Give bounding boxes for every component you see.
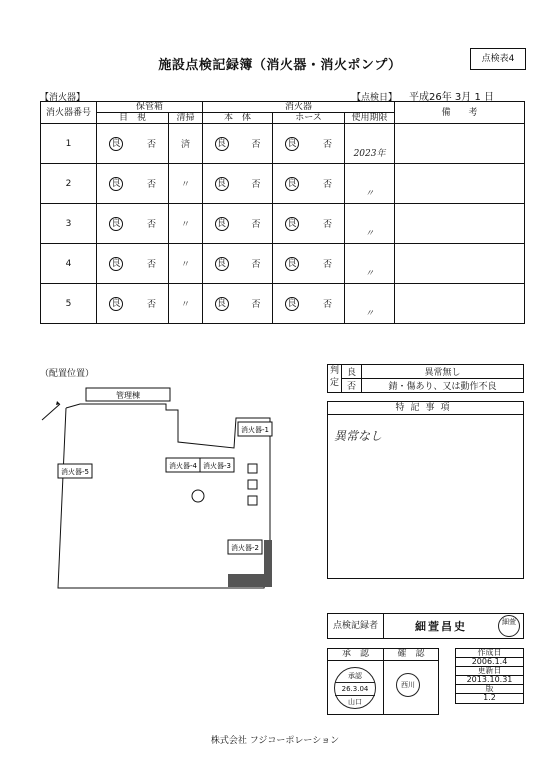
hose-bad: 否 [322, 180, 332, 190]
row-notes [395, 244, 525, 284]
hose-bad: 否 [322, 140, 332, 150]
col-number: 消火器番号 [41, 102, 97, 124]
judge-bad: 否 [342, 379, 362, 393]
hose-bad: 否 [322, 300, 332, 310]
approve-stamp-date: 26.3.04 [335, 682, 375, 696]
body-good: 良 [215, 257, 229, 271]
col-hose: ホース [273, 113, 345, 124]
hose-good: 良 [285, 297, 299, 311]
body-bad: 否 [251, 220, 261, 230]
row-number: 3 [41, 204, 97, 244]
col-visual: 目 視 [97, 113, 169, 124]
cleaning-mark: 〃 [169, 204, 203, 244]
approve-stamp [334, 667, 376, 709]
visual-good: 良 [109, 217, 123, 231]
marker-label: 消火器-5 [61, 468, 89, 476]
remarks-handwritten: 異常なし [334, 429, 383, 443]
remarks-box [327, 401, 524, 579]
body-bad: 否 [251, 140, 261, 150]
judge-head: 判 定 [330, 366, 349, 388]
visual-bad: 否 [146, 300, 156, 310]
expiry-value: 2023年 [345, 124, 395, 164]
visual-bad: 否 [146, 180, 156, 190]
group-storage: 保管箱 [97, 102, 203, 113]
row-number: 1 [41, 124, 97, 164]
north-arrow-icon [42, 401, 60, 420]
body-good: 良 [215, 137, 229, 151]
approve-stamp-top: 承認 [348, 672, 362, 680]
col-notes: 備 考 [395, 102, 525, 124]
expiry-value: 〃 [345, 244, 395, 284]
cleaning-mark: 済 [169, 124, 203, 164]
table-row [41, 284, 525, 324]
row-number: 5 [41, 284, 97, 324]
cleaning-mark: 〃 [169, 244, 203, 284]
form-number: 点検表4 [470, 48, 526, 70]
table-row [41, 124, 525, 164]
approve-stamp-name: 山口 [348, 698, 362, 706]
visual-bad: 否 [146, 140, 156, 150]
expiry-value: 〃 [345, 164, 395, 204]
row-number: 2 [41, 164, 97, 204]
row-notes [395, 284, 525, 324]
visual-bad: 否 [146, 220, 156, 230]
approve-label: 承 認 [328, 649, 384, 660]
cleaning-mark: 〃 [169, 164, 203, 204]
judge-good-text: 異常無し [362, 365, 524, 379]
building-label: 管理棟 [116, 391, 140, 400]
table-row [41, 244, 525, 284]
version-number: 1.2 [483, 693, 496, 702]
visual-good: 良 [109, 137, 123, 151]
inspector-label: 点検記録者 [328, 614, 384, 638]
table-row [41, 204, 525, 244]
updated-label: 更新日 [456, 667, 523, 676]
hose-good: 良 [285, 257, 299, 271]
expiry-value: 〃 [345, 204, 395, 244]
created-label: 作成日 [456, 649, 523, 658]
marker-label: 消火器-1 [241, 426, 269, 434]
col-expiry: 使用期限 [345, 113, 395, 124]
col-cleaning: 清掃 [169, 113, 203, 124]
inspector-box [327, 613, 524, 639]
version-label: 版 [456, 685, 523, 694]
layout-label: （配置位置） [40, 369, 95, 379]
cleaning-mark: 〃 [169, 284, 203, 324]
row-notes [395, 164, 525, 204]
inspector-seal: 細萱 [498, 615, 520, 637]
remarks-head: 特記事項 [328, 402, 523, 415]
history-box [455, 648, 524, 704]
visual-good: 良 [109, 257, 123, 271]
created-date: 2006.1.4 [456, 658, 523, 667]
group-extinguisher: 消火器 [203, 102, 395, 113]
inspection-date-label: 【点検日】 [352, 93, 398, 103]
marker-label: 消火器-2 [231, 544, 259, 552]
company-footer: 株式会社 フジコーポレーション [210, 736, 340, 746]
layout-map [38, 380, 288, 590]
page-title: 施設点検記録簿（消火器・消火ポンプ） [158, 58, 402, 73]
judgement-table [327, 364, 524, 393]
visual-good: 良 [109, 177, 123, 191]
judge-good: 良 [342, 365, 362, 379]
inspection-table [40, 101, 525, 324]
hose-good: 良 [285, 217, 299, 231]
inspector-name: 細萱昌史 [415, 620, 467, 633]
marker-label: 消火器-4 [169, 462, 197, 470]
row-notes [395, 124, 525, 164]
inspection-date: 平成26年 3月 1 日 [409, 92, 494, 103]
visual-good: 良 [109, 297, 123, 311]
col-body: 本 体 [203, 113, 273, 124]
body-bad: 否 [251, 180, 261, 190]
row-number: 4 [41, 244, 97, 284]
body-bad: 否 [251, 300, 261, 310]
body-bad: 否 [251, 260, 261, 270]
row-notes [395, 204, 525, 244]
body-good: 良 [215, 297, 229, 311]
confirm-seal: 西川 [396, 673, 420, 697]
approval-box [327, 648, 439, 715]
judge-bad-text: 錆・傷あり、又は動作不良 [362, 379, 524, 393]
visual-bad: 否 [146, 260, 156, 270]
hose-bad: 否 [322, 260, 332, 270]
hose-good: 良 [285, 137, 299, 151]
table-row [41, 164, 525, 204]
body-good: 良 [215, 217, 229, 231]
hose-bad: 否 [322, 220, 332, 230]
confirm-label: 確 認 [397, 649, 425, 659]
body-good: 良 [215, 177, 229, 191]
expiry-value: 〃 [345, 284, 395, 324]
hose-good: 良 [285, 177, 299, 191]
section-label: 【消火器】 [40, 93, 86, 103]
updated-date: 2013.10.31 [456, 676, 523, 685]
marker-label: 消火器-3 [203, 462, 231, 470]
